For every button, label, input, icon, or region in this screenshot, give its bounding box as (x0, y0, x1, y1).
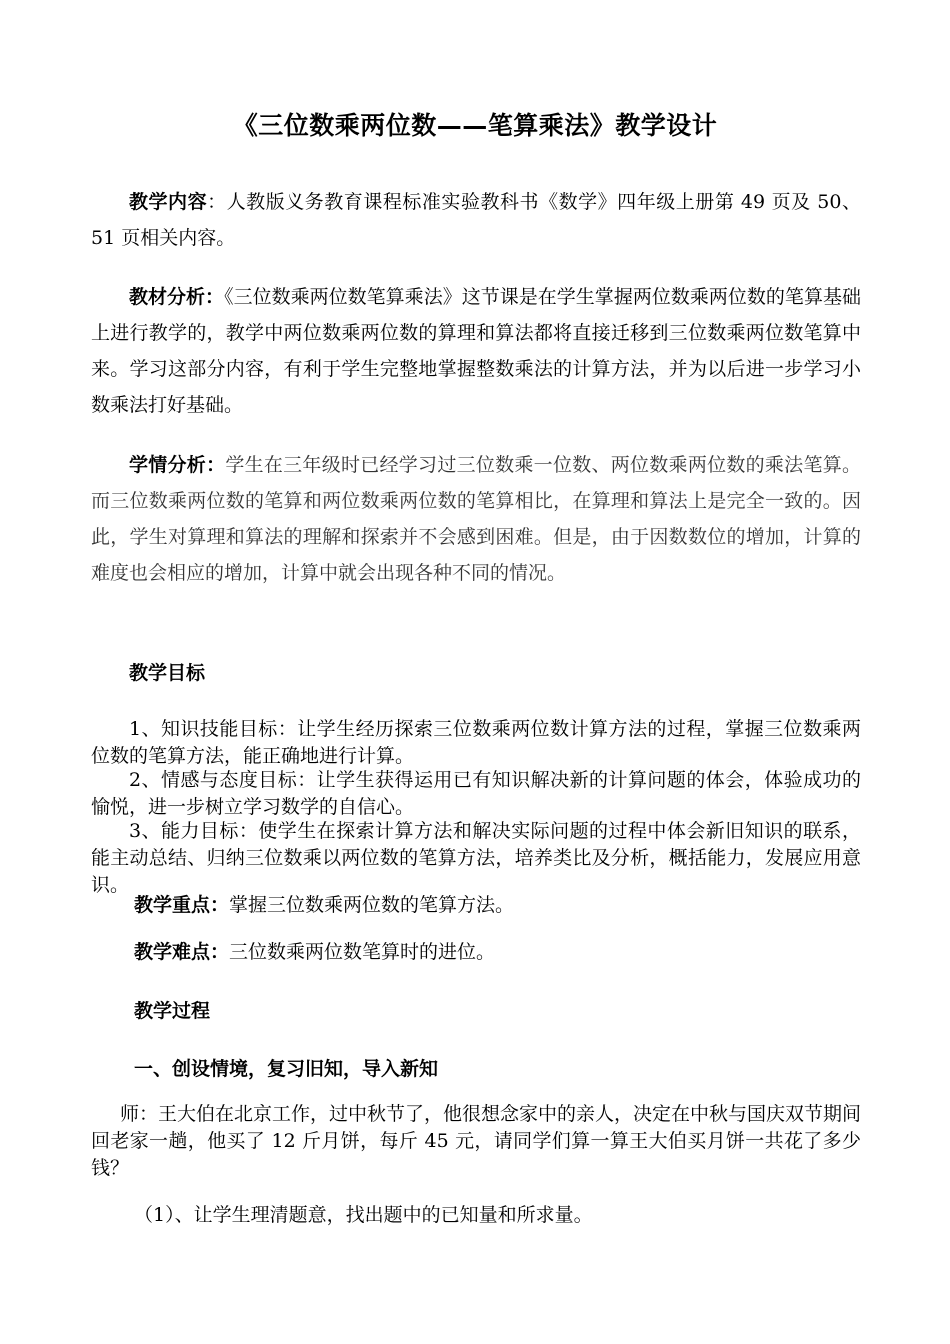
material-analysis-label: 教材分析： (129, 286, 225, 308)
difficulty-line (134, 937, 495, 967)
material-analysis-text: 《三位数乘两位数笔算乘法》这节课是在学生掌握两位数乘两位数的笔算基础上进行教学的，教学中两位数乘两位数的算理和算法都将直接迁移到三位数乘两位数笔算中来。学习这部分内容，有利于学生完整地掌握整数乘法的计算方法，并为以后进一步学习小数乘法打好基础。 (91, 286, 861, 416)
teacher-paragraph: 师：王大伯在北京工作，过中秋节了，他很想念家中的亲人，决定在中秋与国庆双节期间回老家一趟，他买了 12 斤月饼，每斤 45 元，请同学们算一算王大伯买月饼一共花了多少钱？ (91, 1103, 862, 1179)
teaching-content-label: 教学内容 (129, 191, 208, 213)
process-heading: 教学过程 (134, 1000, 211, 1022)
objective-item-2: 2、情感与态度目标：让学生获得运用已有知识解决新的计算问题的体会，体验成功的愉悦，进一步树立学习数学的自信心。 (91, 769, 861, 818)
objectives-heading: 教学目标 (129, 662, 206, 684)
key-point-text: 掌握三位数乘两位数的笔算方法。 (229, 894, 515, 916)
step-1-line: （1）、让学生理清题意，找出题中的已知量和所求量。 (134, 1204, 593, 1226)
objective-item-3: 3、能力目标：使学生在探索计算方法和解决实际问题的过程中体会新旧知识的联系，能主动总结、归纳三位数乘以两位数的笔算方法，培养类比及分析，概括能力，发展应用意识。 (91, 820, 861, 896)
key-point-label: 教学重点： (134, 894, 230, 916)
document-title: 《三位数乘两位数——笔算乘法》教学设计 (232, 111, 718, 140)
key-point-line (134, 890, 514, 920)
student-analysis-text: 学生在三年级时已经学习过三位数乘一位数、两位数乘两位数的乘法笔算。而三位数乘两位数的笔算和两位数乘两位数的笔算相比，在算理和算法上是完全一致的。因此，学生对算理和算法的理解和探索并不会感到困难。但是，由于因数数位的增加，计算的难度也会相应的增加，计算中就会出现各种不同的情况。 (91, 454, 861, 584)
student-analysis-paragraph (91, 447, 861, 591)
teaching-content-paragraph (91, 184, 861, 256)
section-1-heading: 一、创设情境，复习旧知，导入新知 (134, 1058, 439, 1080)
student-analysis-label: 学情分析： (129, 454, 226, 476)
objective-item-1: 1、知识技能目标：让学生经历探索三位数乘两位数计算方法的过程，掌握三位数乘两位数的笔算方法，能正确地进行计算。 (91, 718, 861, 767)
difficulty-label: 教学难点： (134, 941, 230, 963)
teaching-content-text: ：人教版义务教育课程标准实验教科书《数学》四年级上册第 49 页及 50、51 页相关内容。 (91, 191, 861, 249)
difficulty-text: 三位数乘两位数笔算时的进位。 (229, 941, 496, 963)
material-analysis-paragraph (91, 279, 861, 423)
